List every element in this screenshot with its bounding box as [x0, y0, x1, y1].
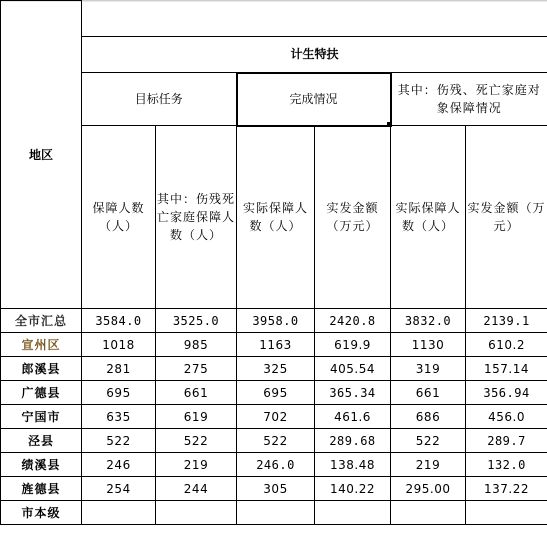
district-cell[interactable]: 广德县 [1, 381, 82, 405]
value-cell[interactable]: 3525.0 [156, 309, 237, 333]
value-cell[interactable]: 661 [391, 381, 466, 405]
header-guarantee-people[interactable]: 保障人数（人） [82, 126, 156, 309]
table-row [1, 477, 547, 501]
header-group[interactable]: 计生特扶 [82, 37, 547, 73]
district-cell[interactable]: 全市汇总 [1, 309, 82, 333]
value-cell[interactable]: 619 [156, 405, 237, 429]
value-cell[interactable]: 305 [237, 477, 315, 501]
value-cell[interactable]: 281 [82, 357, 156, 381]
value-cell[interactable]: 702 [237, 405, 315, 429]
value-cell[interactable]: 219 [156, 453, 237, 477]
value-cell[interactable]: 132.0 [466, 453, 547, 477]
table-row [1, 309, 547, 333]
value-cell[interactable]: 140.22 [315, 477, 391, 501]
header-actual-amount[interactable]: 实发金额（万元） [315, 126, 391, 309]
value-cell[interactable]: 365.34 [315, 381, 391, 405]
value-cell[interactable]: 219 [391, 453, 466, 477]
value-cell[interactable]: 695 [82, 381, 156, 405]
value-cell[interactable]: 3832.0 [391, 309, 466, 333]
district-cell[interactable]: 绩溪县 [1, 453, 82, 477]
value-cell[interactable]: 522 [391, 429, 466, 453]
table-row [1, 501, 547, 525]
value-cell[interactable]: 3958.0 [237, 309, 315, 333]
header-disabled-dead[interactable]: 其中：伤残、死亡家庭对象保障情况 [391, 73, 547, 126]
value-cell[interactable]: 244 [156, 477, 237, 501]
district-cell[interactable]: 宁国市 [1, 405, 82, 429]
value-cell[interactable]: 695 [237, 381, 315, 405]
value-cell[interactable] [466, 501, 547, 525]
district-cell[interactable]: 市本级 [1, 501, 82, 525]
value-cell[interactable]: 289.7 [466, 429, 547, 453]
value-cell[interactable]: 275 [156, 357, 237, 381]
header-actual-amount-2[interactable]: 实发金额（万元） [466, 126, 547, 309]
district-cell[interactable]: 宣州区 [1, 333, 82, 357]
table-row [1, 429, 547, 453]
value-cell[interactable] [391, 501, 466, 525]
value-cell[interactable] [82, 501, 156, 525]
value-cell[interactable]: 2139.1 [466, 309, 547, 333]
value-cell[interactable]: 661 [156, 381, 237, 405]
value-cell[interactable]: 325 [237, 357, 315, 381]
header-of-which-disabled[interactable]: 其中：伤残死亡家庭保障人数（人） [156, 126, 237, 309]
value-cell[interactable]: 246.0 [237, 453, 315, 477]
value-cell[interactable] [315, 501, 391, 525]
header-actual-people[interactable]: 实际保障人数（人） [237, 126, 315, 309]
value-cell[interactable]: 2420.8 [315, 309, 391, 333]
value-cell[interactable]: 461.6 [315, 405, 391, 429]
value-cell[interactable]: 985 [156, 333, 237, 357]
value-cell[interactable]: 1130 [391, 333, 466, 357]
value-cell[interactable]: 246 [82, 453, 156, 477]
value-cell[interactable]: 456.0 [466, 405, 547, 429]
header-completion[interactable]: 完成情况 [237, 73, 391, 126]
value-cell[interactable]: 157.14 [466, 357, 547, 381]
value-cell[interactable]: 522 [237, 429, 315, 453]
table-row [1, 381, 547, 405]
value-cell[interactable]: 522 [156, 429, 237, 453]
table-row [1, 333, 547, 357]
header-actual-people-2[interactable]: 实际保障人数（人） [391, 126, 466, 309]
value-cell[interactable]: 1163 [237, 333, 315, 357]
header-region[interactable]: 地区 [1, 1, 82, 309]
value-cell[interactable]: 3584.0 [82, 309, 156, 333]
value-cell[interactable]: 295.00 [391, 477, 466, 501]
value-cell[interactable]: 289.68 [315, 429, 391, 453]
value-cell[interactable]: 610.2 [466, 333, 547, 357]
value-cell[interactable] [237, 501, 315, 525]
value-cell[interactable]: 686 [391, 405, 466, 429]
value-cell[interactable]: 1018 [82, 333, 156, 357]
table-row [1, 357, 547, 381]
value-cell[interactable]: 619.9 [315, 333, 391, 357]
value-cell[interactable]: 254 [82, 477, 156, 501]
district-cell[interactable]: 旌德县 [1, 477, 82, 501]
value-cell[interactable]: 635 [82, 405, 156, 429]
value-cell[interactable]: 405.54 [315, 357, 391, 381]
value-cell[interactable]: 356.94 [466, 381, 547, 405]
selection-fill-handle[interactable] [387, 122, 392, 127]
value-cell[interactable] [156, 501, 237, 525]
header-target[interactable]: 目标任务 [82, 73, 237, 126]
table-row [1, 453, 547, 477]
value-cell[interactable]: 138.48 [315, 453, 391, 477]
value-cell[interactable]: 522 [82, 429, 156, 453]
table-row [1, 405, 547, 429]
value-cell[interactable]: 319 [391, 357, 466, 381]
district-cell[interactable]: 泾县 [1, 429, 82, 453]
district-cell[interactable]: 郎溪县 [1, 357, 82, 381]
header-blank[interactable] [82, 1, 547, 37]
value-cell[interactable]: 137.22 [466, 477, 547, 501]
